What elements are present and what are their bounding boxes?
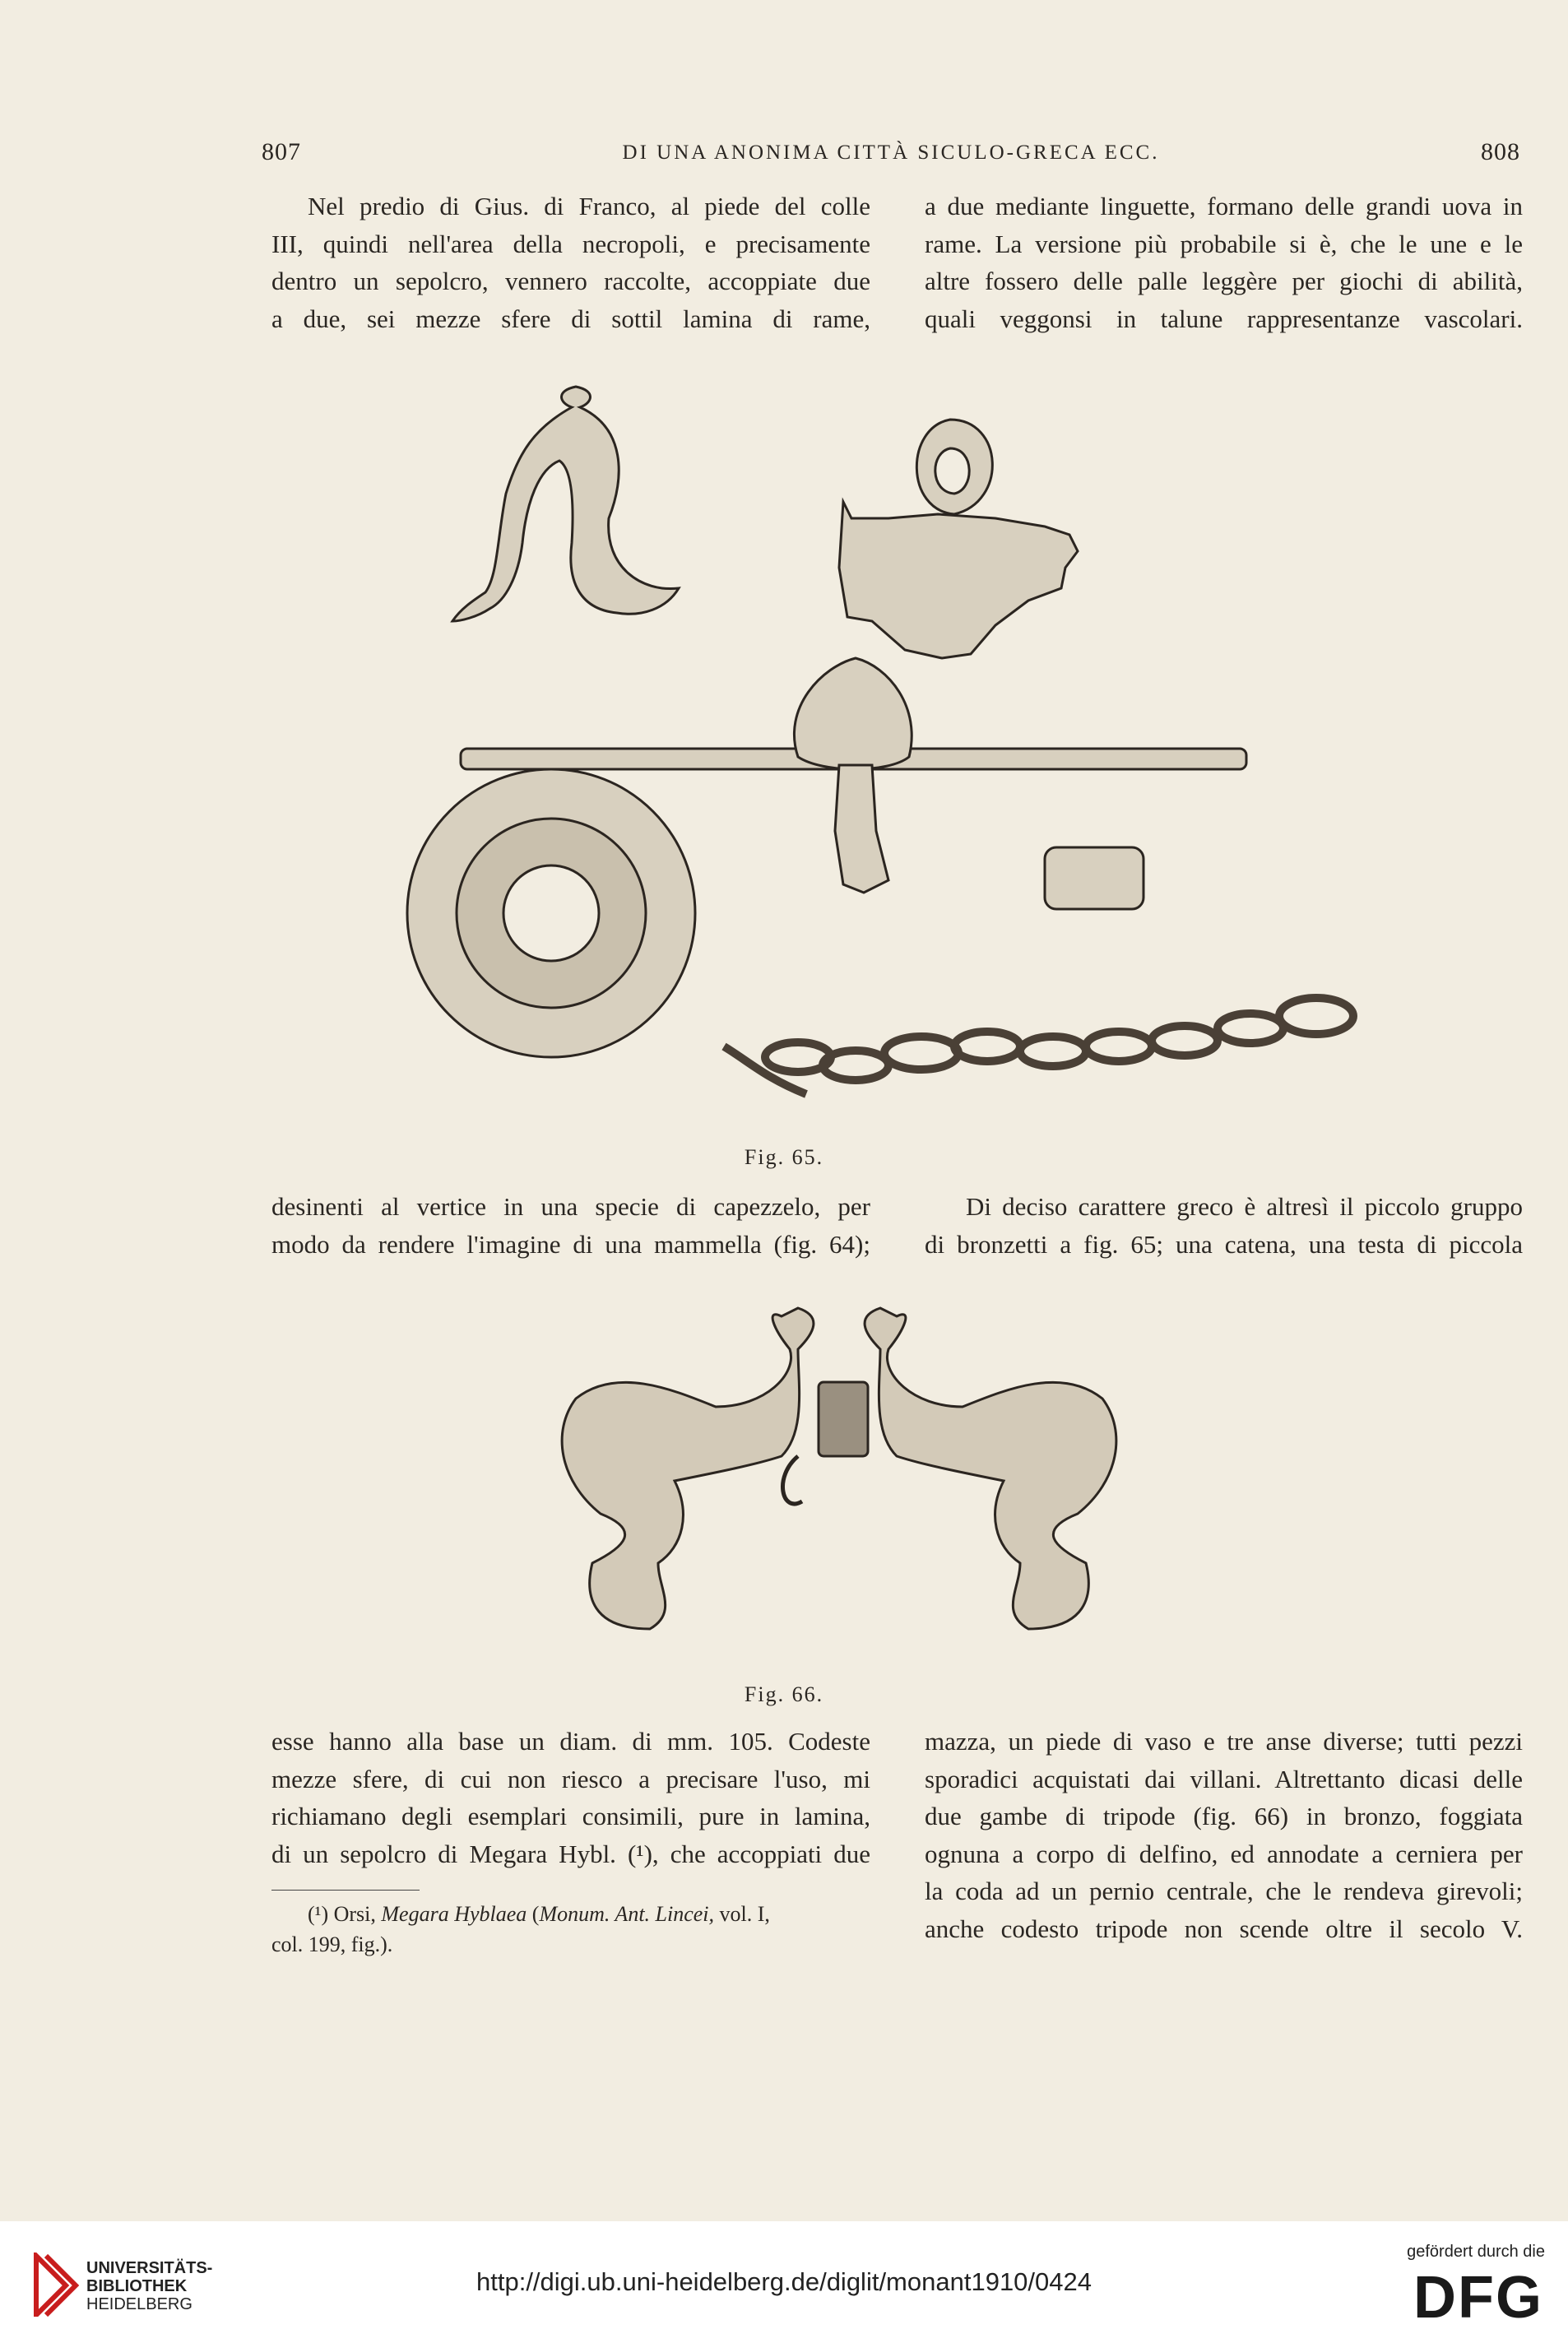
chain-drawing [724,998,1353,1094]
footnote-series-title: Monum. Ant. Lincei, [539,1902,715,1926]
text-line: mazza, un piede di vaso e tre anse diverse; tutti pezzi [925,1727,1523,1756]
bar-stem-drawing [835,765,888,893]
library-name-line: HEIDELBERG [86,2295,193,2313]
library-name-line: BIBLIOTHEK [86,2277,188,2295]
text-line: desinenti al vertice in una specie di capezzelo, per [271,1192,870,1221]
text-line: Nel predio di Gius. di Franco, al piede del colle [308,192,870,220]
figure-66-tripod-legs [527,1300,1267,1645]
footnote-volume: vol. I, [714,1902,770,1926]
running-header [262,138,1520,171]
running-title: DI UNA ANONIMA CITTÀ SICULO-GRECA ECC. [622,142,1160,164]
funding-note: gefördert durch die [1407,2243,1545,2261]
figure-65-bronze-objects [395,370,1407,1127]
text-line: a due, sei mezze sfere di sottil lamina di rame, [271,304,870,333]
text-line: la coda ad un pernio centrale, che le rendeva girevoli; [925,1877,1523,1905]
ring-handle-drawing [916,420,992,514]
page-number-left: 807 [262,138,301,165]
palmette-drawing [794,658,912,769]
text-line: sporadici acquistati dai villani. Altrettanto dicasi delle [925,1764,1523,1793]
footnote-paren: ( [527,1902,540,1926]
cylinder-drawing [1045,847,1144,909]
figure-66-caption: Fig. 66. [744,1682,824,1706]
left-column-bottom [271,1723,870,1872]
footnote-rule [271,1890,420,1891]
text-line: anche codesto tripode non scende oltre il secolo V. [925,1914,1523,1943]
tripod-leg-right-drawing [865,1308,1116,1629]
arch-handle-drawing [452,387,679,621]
text-line: ognuna a corpo di delfino, ed annodate a cerniera per [925,1839,1523,1868]
page-number-right: 808 [1481,138,1520,165]
footnote-marker: (¹) Orsi, [308,1902,382,1926]
left-column-top [271,188,870,337]
text-line: rame. La versione più probabile si è, che le une e le [925,229,1523,258]
right-column-bottom [925,1723,1523,1947]
right-column-top [925,188,1523,337]
permalink-url[interactable]: http://digi.ub.uni-heidelberg.de/diglit/monant1910/0424 [476,2267,1092,2296]
text-line: III, quindi nell'area della necropoli, e precisamente [271,229,870,258]
text-line: di un sepolcro di Megara Hybl. (¹), che accoppiati due [271,1839,870,1868]
tripod-ring-drawing [782,1456,802,1504]
text-line: di bronzetti a fig. 65; una catena, una testa di piccola [925,1229,1523,1259]
text-line: due gambe di tripode (fig. 66) in bronzo, foggiata [925,1802,1523,1830]
footnote-work-title: Megara Hyblaea [381,1902,527,1926]
left-column-middle [271,1188,870,1263]
footnote [271,1899,870,1960]
tripod-pivot-drawing [819,1382,868,1456]
text-line: Di deciso carattere greco è altresì il piccolo gruppo [966,1192,1523,1221]
figure-65-caption: Fig. 65. [744,1145,824,1169]
right-column-middle [925,1188,1523,1263]
footnote-line: col. 199, fig.). [271,1932,393,1956]
dfg-logo: DFG [1413,2265,1543,2331]
tripod-leg-left-drawing [562,1308,814,1629]
footnote-line [271,1899,870,1929]
text-line: mezze sfere, di cui non riesco a precisare l'uso, mi [271,1764,870,1793]
text-line: a due mediante linguette, formano delle grandi uova in [925,192,1523,220]
text-line: quali veggonsi in talune rappresentanze vascolari. [925,304,1523,333]
text-line: richiamano degli esemplari consimili, pure in lamina, [271,1802,870,1830]
library-name-line: UNIVERSITÄTS- [86,2259,213,2277]
text-line: altre fossero delle palle leggère per giochi di abilità, [925,267,1523,295]
text-line: esse hanno alla base un diam. di mm. 105. Codeste [271,1727,870,1756]
footer-bar [0,2221,1568,2343]
ring-handle-base-drawing [839,502,1078,658]
text-line: dentro un sepolcro, vennero raccolte, accoppiate due [271,267,870,295]
text-line: modo da rendere l'imagine di una mammella (fig. 64); [271,1229,870,1259]
